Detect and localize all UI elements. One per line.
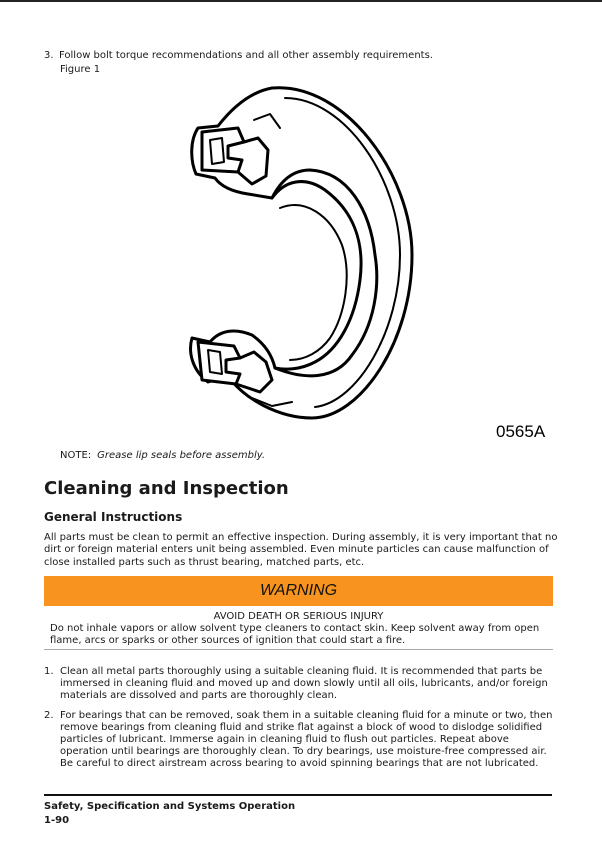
figure-caption: Figure 1 xyxy=(60,64,101,75)
cleaning-steps xyxy=(44,666,554,778)
step-number: 2. xyxy=(44,709,54,721)
footer-title: Safety, Specification and Systems Operation xyxy=(44,801,296,812)
note-label: NOTE: xyxy=(60,450,92,461)
intro-paragraph: All parts must be clean to permit an effective inspection. During assembly, it is very important that no dirt or foreign material enters unit being assembled. Even minute particles can cause malfunction of close installed parts such as thrust bearing, matched parts, etc. xyxy=(44,532,558,568)
footer-rule xyxy=(44,794,552,796)
step-3-text: Follow bolt torque recommendations and all other assembly requirements. xyxy=(59,50,433,61)
page-number: 1-90 xyxy=(44,815,70,826)
note-text: Grease lip seals before assembly. xyxy=(97,450,266,461)
list-item xyxy=(44,710,554,771)
top-rule xyxy=(0,0,602,2)
list-item xyxy=(44,666,554,703)
step-text: Clean all metal parts thoroughly using a suitable cleaning fluid. It is recommended that parts be immersed in cleaning fluid and moved up and down slowly until all oils, lubricants, and/or foreign materials are dissolved and parts are thoroughly clean. xyxy=(60,666,548,702)
step-number: 1. xyxy=(44,666,54,677)
lip-seal-illustration xyxy=(180,80,430,430)
warning-banner: WARNING xyxy=(44,576,553,606)
step-text: For bearings that can be removed, soak them in a suitable cleaning fluid for a minute or two, then remove bearings from cleaning fluid and strike flat against a block of wood to dislodge solidified particles of lubricant. Immerse again in cleaning fluid to flush out particles. Repeat above operation until bearings are thoroughly clean. To dry bearings, use moisture-free compressed air. Be careful to direct airstream across bearing to avoid spinning bearings that are not lubricated. xyxy=(60,709,553,770)
warning-body: Do not inhale vapors or allow solvent type cleaners to contact skin. Keep solvent away from open flame, arcs or sparks or other sources of ignition that could start a fire. xyxy=(50,623,540,646)
figure-code: 0565A xyxy=(496,422,546,441)
section-subtitle: General Instructions xyxy=(44,510,183,524)
warning-heading: AVOID DEATH OR SERIOUS INJURY xyxy=(213,611,384,622)
note xyxy=(60,450,265,461)
step-3 xyxy=(44,50,433,61)
warning-divider xyxy=(44,649,553,650)
step-3-number: 3. xyxy=(44,50,54,61)
section-title: Cleaning and Inspection xyxy=(44,478,289,499)
